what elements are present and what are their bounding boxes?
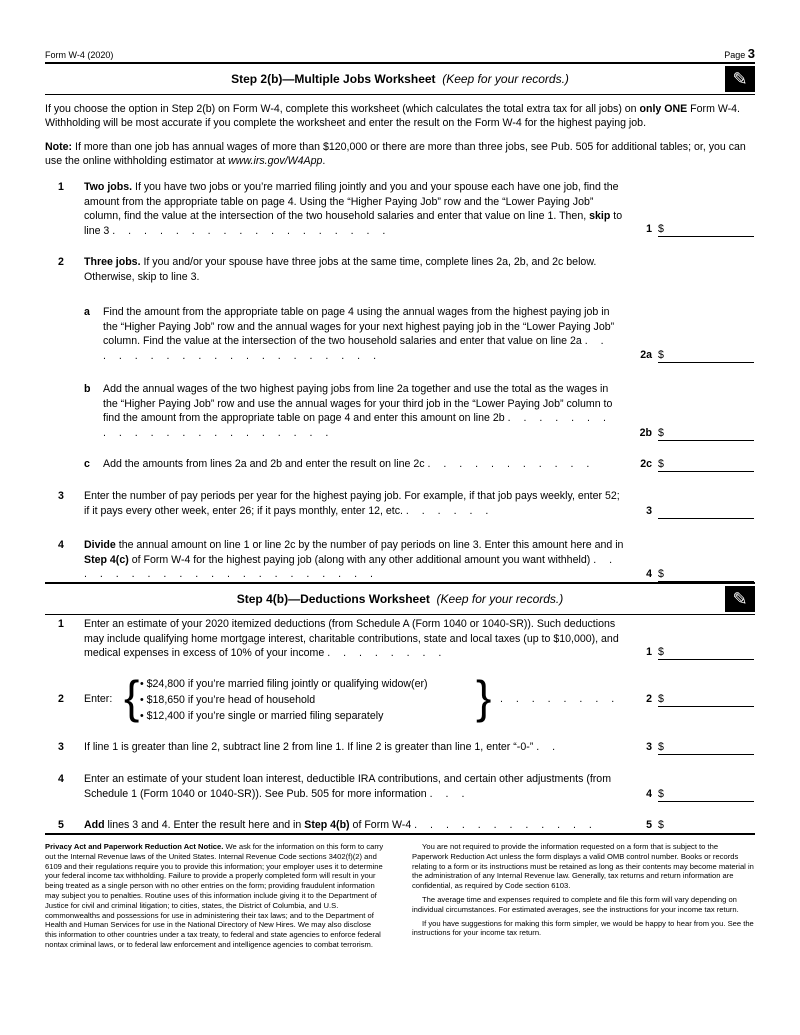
page-label: Page	[724, 50, 746, 60]
line-number: 1	[58, 181, 64, 193]
dollar-sign: $	[658, 349, 664, 361]
subline-letter: a	[84, 306, 90, 318]
dollar-sign: $	[658, 568, 664, 580]
worksheet-2b-title: Step 2(b)—Multiple Jobs Worksheet (Keep for your records.)	[231, 72, 569, 86]
line-ref: 3	[646, 505, 652, 517]
dollar-sign: $	[658, 819, 664, 831]
deductions-line-1-text: Enter an estimate of your 2020 itemized deductions (from Schedule A (Form 1040 or 1040-SR)). Such deductions may include qualifying home mortgage interest, charitable contributions, state and local taxes (up to $10,000), and medical expenses in excess of 10% of your income . . . . . . . .	[84, 618, 619, 659]
deductions-line-4-text: Enter an estimate of your student loan interest, deductible IRA contributions, and certain other adjustments (from Schedule 1 (Form 1040 or 1040-SR)). See Pub. 505 for more information . . .	[84, 773, 612, 800]
line-number: 2	[58, 256, 64, 268]
enter-label: Enter:	[84, 693, 113, 705]
deductions-line-3-text: If line 1 is greater than line 2, subtract line 2 from line 1. If line 2 is greater than line 1, enter “-0-” . .	[84, 741, 561, 753]
line-ref: 5	[646, 819, 652, 831]
line-1-text: Two jobs. If you have two jobs or you’re married filing jointly and you and your spouse each have one job, find the amount from the appropriate table on page 4. Using the “Higher Paying Job” row and the “Lower Paying Job” column, find the value at the intersection of the two household salaries and enter that value on line 1. Then, skip to line 3 . . . . . . . . . . . . . . . . . .	[84, 181, 623, 237]
worksheet-2b-note: Note: If more than one job has annual wages of more than $120,000 or there are more than three jobs, see Pub. 505 for additional tables; or, you can use the online withholding estimator at www.irs.gov/W4App.	[45, 141, 746, 167]
deductions-line-3-amount-field[interactable]	[658, 754, 754, 755]
line-number: 3	[58, 490, 64, 502]
line-ref: 2	[646, 693, 652, 705]
deductions-line-4-amount-field[interactable]	[658, 801, 754, 802]
dollar-sign: $	[658, 741, 664, 753]
line-2a-amount-field[interactable]	[658, 362, 754, 363]
line-ref: 2b	[639, 427, 652, 439]
privacy-act-notice: Privacy Act and Paperwork Reduction Act Notice. We ask for the information on this form to carry out the Internal Revenue laws of the United States. Internal Revenue Code sections 3402(f)(2) and 6109 and their regulations require you to provide this information; your employer uses it to determine your federal income tax withholding. Failure to provide a properly completed form will result in your being treated as a single person with no other entries on the form; providing fraudulent information may subject you to penalties. Routine uses of this information include giving it to the Department of Justice for civil and criminal litigation; to cities, states, the District of Columbia, and U.S. commonwealths and possessions for use in administering their tax laws; and to the Department of Health and Human Services for use in the National Directory of New Hires. We may also disclose this information to other countries under a tax treaty, to federal and state agencies to enforce federal nontax criminal laws, or to federal law enforcement and intelligence agencies to combat terrorism.	[45, 842, 384, 949]
dollar-sign: $	[658, 788, 664, 800]
worksheet-4b-title: Step 4(b)—Deductions Worksheet (Keep for your records.)	[236, 592, 564, 606]
dollar-sign: $	[658, 458, 664, 470]
line-number: 2	[58, 693, 64, 705]
worksheet-2b-intro: If you choose the option in Step 2(b) on Form W-4, complete this worksheet (which calculates the total extra tax for all jobs) on only ONE Form W-4. Withholding will be most accurate if you complete the worksheet and enter the result on the Form W-4 for the highest paying job.	[45, 103, 741, 129]
deductions-line-1-amount-field[interactable]	[658, 659, 754, 660]
notice-paragraph: You are not required to provide the information requested on a form that is subject to the Paperwork Reduction Act unless the form displays a valid OMB control number. Books or records relating to a form or its instructions must be retained as long as their contents may become material in the administration of any Internal Revenue law. Generally, tax returns and return information are confidential, as required by Code section 6103.	[412, 842, 754, 891]
line-ref: 1	[646, 223, 652, 235]
section-divider	[45, 833, 755, 835]
line-2b-text: Add the annual wages of the two highest paying jobs from line 2a together and use the total as the wages in the “Higher Paying Job” row and use the annual wages for your third job in the “Lower Paying Job” column to find the amount from the appropriate table on page 4 and enter this amount on line 2b . . . . . . . . . . . . . . . . . . . . . .	[103, 383, 613, 439]
line-ref: 4	[646, 788, 652, 800]
dollar-sign: $	[658, 427, 664, 439]
form-name: Form W-4 (2020)	[45, 50, 114, 60]
list-item: • $24,800 if you’re married filing jointly or qualifying widow(er)	[140, 678, 428, 690]
page-indicator	[724, 46, 755, 61]
line-ref: 3	[646, 741, 652, 753]
line-4-text: Divide the annual amount on line 1 or line 2c by the number of pay periods on line 3. Enter this amount here and in Step 4(c) of Form W-4 for the highest paying job (along with any other additional amount you want withheld) . . . . . . . . . . . . . . . . . . . . .	[84, 539, 624, 580]
line-2a-text: Find the amount from the appropriate table on page 4 using the annual wages from the highest paying job in the “Higher Paying Job” row and the annual wages for your next highest paying job in the “Lower Paying Job” column. Find the value at the intersection of the two household salaries and enter that value on line 2a . . . . . . . . . . . . . . . . . . . .	[103, 306, 615, 362]
dollar-sign: $	[658, 646, 664, 658]
line-ref: 2a	[640, 349, 652, 361]
notice-paragraph: The average time and expenses required to complete and file this form will vary depending on individual circumstances. For estimated averages, see the instructions for your income tax return.	[412, 894, 739, 914]
deductions-line-5-text: Add lines 3 and 4. Enter the result here and in Step 4(b) of Form W-4 . . . . . . . . . . . .	[84, 819, 597, 831]
line-2-text: Three jobs. If you and/or your spouse have three jobs at the same time, complete lines 2a, 2b, and 2c below. Otherwise, skip to line 3.	[84, 256, 597, 283]
line-number: 4	[58, 539, 64, 551]
line-number: 4	[58, 773, 64, 785]
line-2b-amount-field[interactable]	[658, 440, 754, 441]
line-ref: 4	[646, 568, 652, 580]
dollar-sign: $	[658, 223, 664, 235]
line-2c-text: Add the amounts from lines 2a and 2b and enter the result on line 2c . . . . . . . . . . .	[103, 458, 595, 470]
line-number: 1	[58, 618, 64, 630]
page-number: 3	[747, 46, 755, 61]
pen-icon: ✎	[725, 586, 755, 612]
list-item: • $18,650 if you’re head of household	[140, 694, 316, 706]
line-1-amount-field[interactable]	[658, 236, 754, 237]
line-3-text: Enter the number of pay periods per year for the highest paying job. For example, if that job pays weekly, enter 52; if it pays every other week, enter 26; if it pays monthly, enter 12, etc. . . . . . .	[84, 490, 620, 517]
deductions-line-2-amount-field[interactable]	[658, 706, 754, 707]
line-ref: 2c	[640, 458, 652, 470]
pen-icon: ✎	[725, 66, 755, 92]
subline-letter: b	[84, 383, 91, 395]
deduction-options	[140, 676, 428, 724]
line-number: 3	[58, 741, 64, 753]
line-ref: 1	[646, 646, 652, 658]
paperwork-notice	[412, 842, 755, 942]
dollar-sign: $	[658, 693, 664, 705]
line-3-amount-field[interactable]	[658, 518, 754, 519]
worksheet-2b-title-bar	[45, 62, 755, 95]
line-number: 5	[58, 819, 64, 831]
subline-letter: c	[84, 458, 90, 470]
line-2c-amount-field[interactable]	[658, 471, 754, 472]
list-item: • $12,400 if you’re single or married filing separately	[140, 710, 384, 722]
left-brace: {	[124, 671, 140, 723]
notice-paragraph: If you have suggestions for making this form simpler, we would be happy to hear from you. See the instructions for your income tax return.	[412, 918, 754, 938]
worksheet-4b-title-bar	[45, 582, 755, 615]
right-brace: }	[476, 671, 492, 723]
